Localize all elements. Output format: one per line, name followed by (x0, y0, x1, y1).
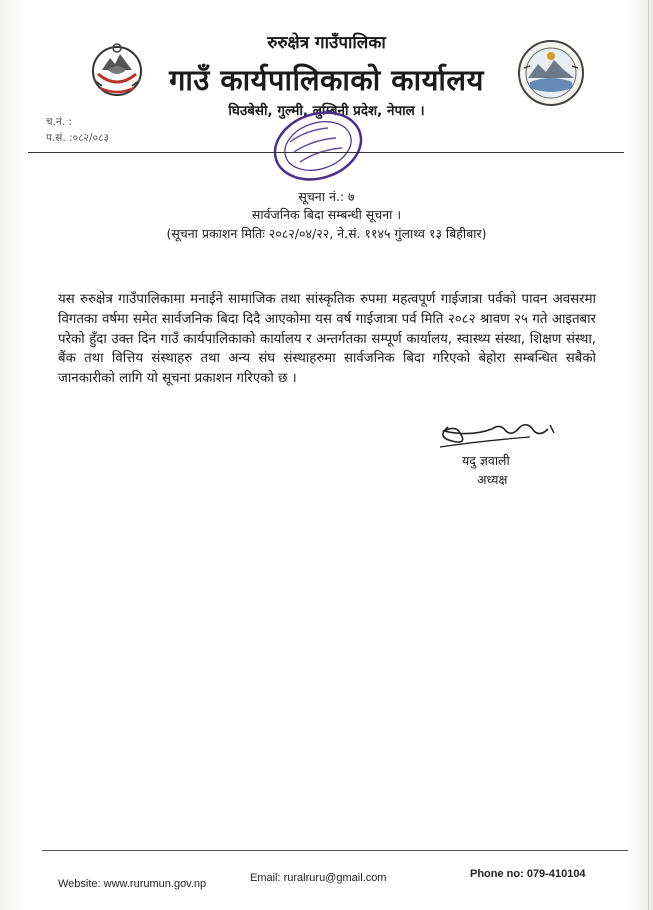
footer-divider (42, 850, 628, 851)
notice-publication-date: (सूचना प्रकाशन मितिः २०८२/०४/२२, ने.सं. ११४५ गुंलाथ्व १३ बिहीबार) (166, 226, 487, 241)
header-divider (28, 152, 624, 153)
footer-phone: Phone no: 079-410104 (470, 868, 586, 880)
notice-title: सार्वजनिक बिदा सम्बन्धी सूचना । (251, 207, 402, 222)
signatory-name: यदु ज्ञवाली (462, 453, 510, 468)
footer-website: Website: www.rurumun.gov.np (58, 878, 207, 890)
notice-body: यस रुरुक्षेत्र गाउँपालिकामा मनाईने सामाजिक तथा सांस्कृतिक रुपमा महत्वपूर्ण गाईजात्रा पर्वको पावन अवसरमा विगतका वर्षमा समेत सार्वजनिक बिदा दिदै आएकोमा यस वर्ष गाईजात्रा पर्व मिति २०८२ श्रावण २५ गते आइतबार परेको हुँदा उक्त दिन गाउँ कार्यपालिकाको कार्यालय र अन्तर्गतका सम्पूर्ण कार्यालय, स्वास्थ्य संस्था, शिक्षण संस्था, बैंक तथा वित्तिय संस्थाहरु तथा अन्य संघ संस्थाहरुमा सार्वजनिक बिदा गरिएको बेहोरा सम्बन्धित सबैको जानकारीको लागि यो सूचना प्रकाशन गरिएको छ । (58, 292, 596, 387)
office-address: घिउबेसी, गुल्मी, लुम्बिनी प्रदेश, नेपाल । (228, 103, 425, 119)
municipality-name: रुरुक्षेत्र गाउँपालिका (267, 33, 386, 53)
fiscal-year: प.सं. :०८२/०८३ (46, 132, 109, 144)
office-name: गाउँ कार्यपालिकाको कार्यालय (169, 63, 484, 97)
official-stamp (266, 108, 366, 184)
page-edge (648, 0, 649, 910)
ch-number: च.नं. : (46, 116, 73, 128)
footer-email: Email: ruralruru@gmail.com (250, 872, 387, 884)
notice-number: सूचना नं.: ७ (298, 189, 355, 204)
chairperson-signature (430, 407, 560, 457)
signatory-title: अध्यक्ष (477, 472, 508, 487)
